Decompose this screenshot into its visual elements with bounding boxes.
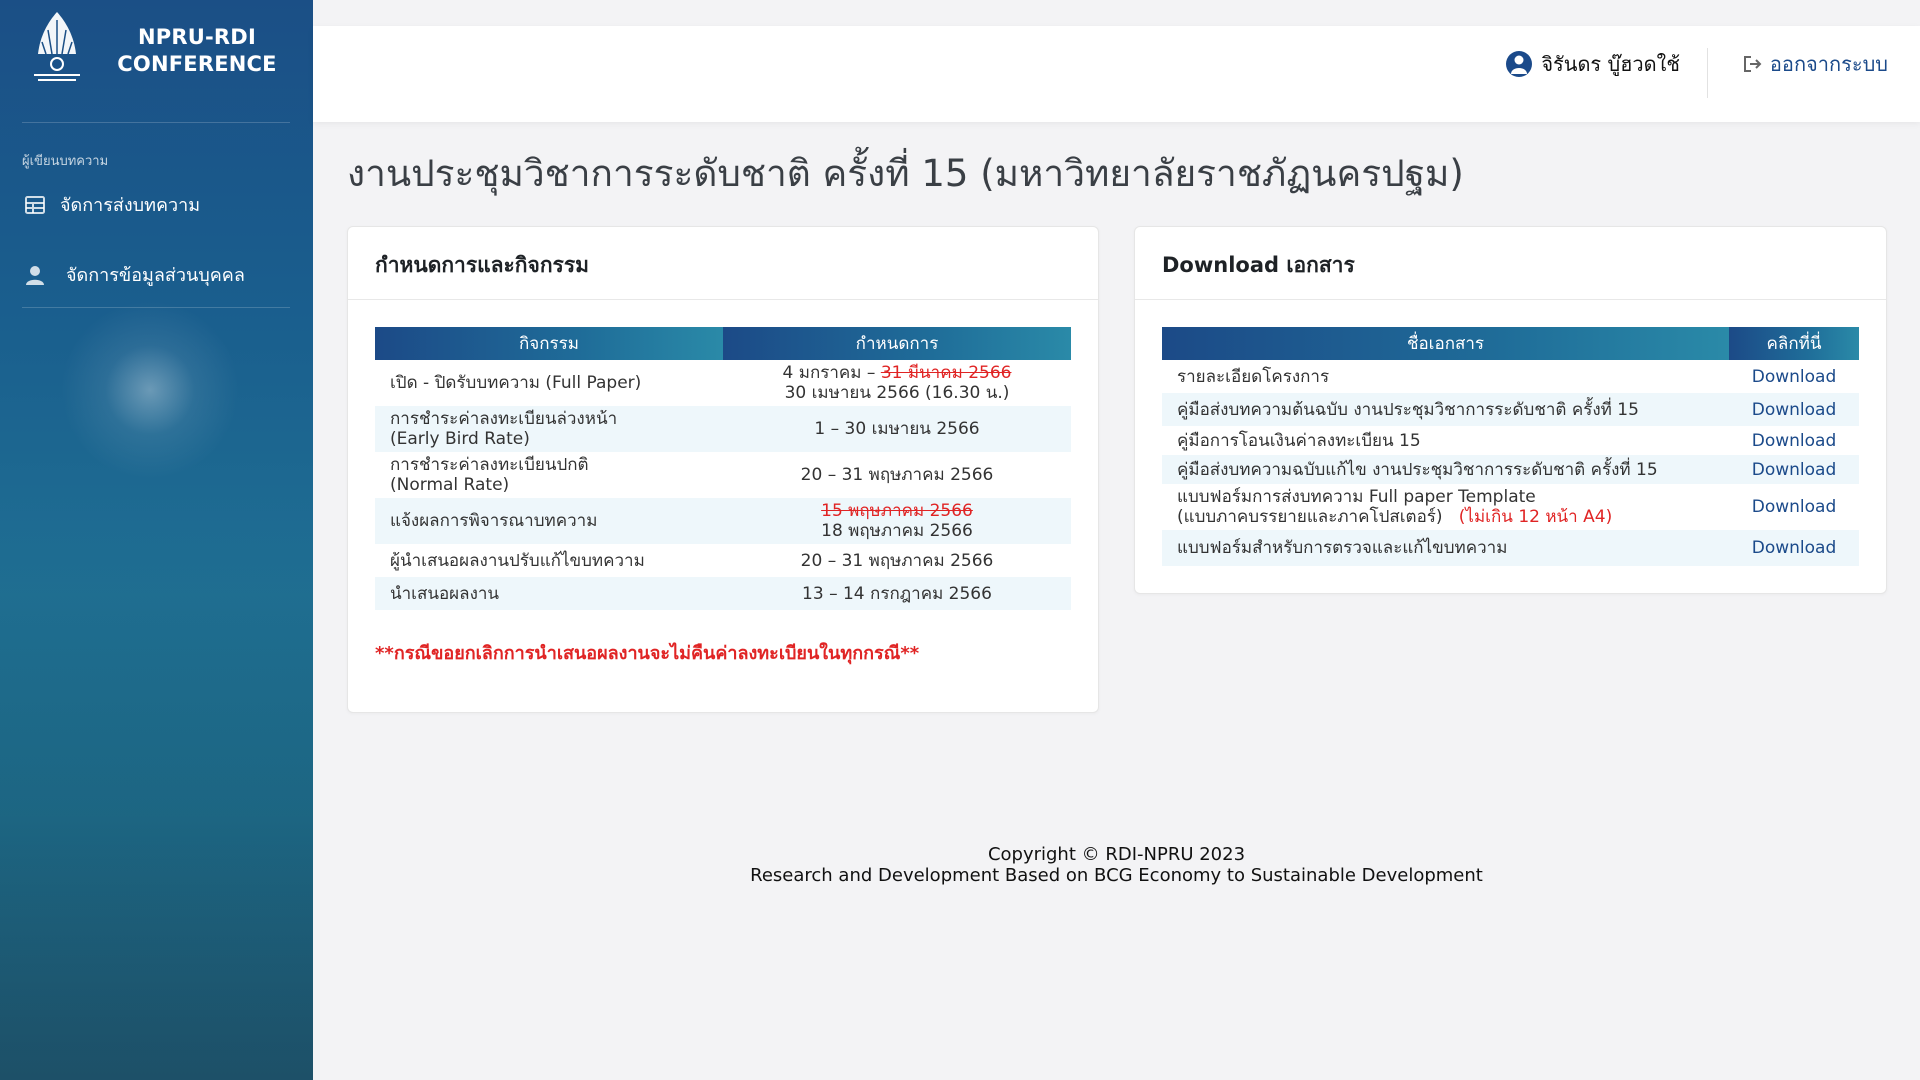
refund-note: **กรณีขอยกเลิกการนำเสนอผลงานจะไม่คืนค่าลงทะเบียนในทุกกรณี** bbox=[375, 643, 920, 664]
document-name-cell: คู่มือการโอนเงินค่าลงทะเบียน 15 bbox=[1177, 430, 1421, 451]
activity-cell: การชำระค่าลงทะเบียนล่วงหน้า (Early Bird Rate) bbox=[375, 406, 723, 452]
download-link[interactable]: Download bbox=[1751, 366, 1837, 387]
table-row bbox=[375, 577, 1071, 610]
table-row bbox=[375, 360, 1071, 406]
schedule-header-date: กำหนดการ bbox=[723, 327, 1071, 360]
sidebar-item-personal-info[interactable] bbox=[24, 260, 245, 289]
footer-tagline: Research and Development Based on BCG Economy to Sustainable Development bbox=[750, 865, 1483, 886]
user-profile[interactable] bbox=[1505, 48, 1680, 80]
sidebar-divider bbox=[22, 122, 290, 123]
document-name-cell: รายละเอียดโครงการ bbox=[1177, 366, 1330, 387]
table-row bbox=[1162, 530, 1859, 566]
sidebar-section-label: ผู้เขียนบทความ bbox=[22, 154, 109, 169]
downloads-card bbox=[1134, 226, 1887, 594]
activity-cell: การชำระค่าลงทะเบียนปกติ (Normal Rate) bbox=[390, 455, 589, 495]
document-name-cell: คู่มือส่งบทความฉบับแก้ไข งานประชุมวิชาการระดับชาติ ครั้งที่ 15 bbox=[1162, 455, 1729, 484]
schedule-card-title: กำหนดการและกิจกรรม bbox=[348, 227, 1098, 300]
footer bbox=[313, 844, 1920, 886]
sidebar-divider bbox=[22, 307, 290, 308]
table-row bbox=[1162, 393, 1859, 426]
sidebar bbox=[0, 0, 313, 1080]
page-title: งานประชุมวิชาการระดับชาติ ครั้งที่ 15 (มหาวิทยาลัยราชภัฏนครปฐม) bbox=[347, 152, 1464, 195]
download-link[interactable]: Download bbox=[1729, 393, 1859, 426]
date-cell: 20 – 31 พฤษภาคม 2566 bbox=[800, 550, 994, 571]
activity-cell: แจ้งผลการพิจารณาบทความ bbox=[375, 498, 723, 544]
table-icon bbox=[24, 195, 46, 215]
document-name-cell: แบบฟอร์มการส่งบทความ Full paper Template (แบบภาคบรรยายและภาคโปสเตอร์) (ไม่เกิน 12 หน้า A4) bbox=[1177, 487, 1613, 527]
downloads-table bbox=[1162, 327, 1859, 566]
downloads-card-title: Download เอกสาร bbox=[1135, 227, 1886, 300]
header-divider bbox=[1707, 48, 1708, 98]
brand-title: NPRU-RDI CONFERENCE bbox=[117, 25, 277, 76]
download-link[interactable]: Download bbox=[1729, 530, 1859, 566]
table-row bbox=[1162, 484, 1859, 530]
activity-cell: ผู้นำเสนอผลงานปรับแก้ไขบทความ bbox=[390, 550, 645, 571]
downloads-header-name: ชื่อเอกสาร bbox=[1162, 327, 1729, 360]
university-logo-icon bbox=[28, 8, 86, 88]
table-row bbox=[375, 452, 1071, 498]
table-row bbox=[375, 498, 1071, 544]
download-link[interactable]: Download bbox=[1751, 430, 1837, 451]
sidebar-item-label: จัดการส่งบทความ bbox=[60, 195, 201, 216]
date-cell: 4 มกราคม – 31 มีนาคม 2566 30 เมษายน 2566 (16.30 น.) bbox=[782, 363, 1012, 403]
schedule-header-activity: กิจกรรม bbox=[375, 327, 723, 360]
table-row bbox=[1162, 455, 1859, 484]
download-link[interactable]: Download bbox=[1751, 497, 1837, 517]
table-row bbox=[375, 544, 1071, 577]
user-name: จิรันดร บู๊ฮวดใช้ bbox=[1541, 52, 1680, 76]
table-row bbox=[375, 406, 1071, 452]
sidebar-item-label: จัดการข้อมูลส่วนบุคคล bbox=[66, 265, 245, 286]
user-avatar-icon bbox=[1505, 50, 1533, 78]
user-icon bbox=[24, 265, 46, 285]
date-cell: 15 พฤษภาคม 2566 18 พฤษภาคม 2566 bbox=[723, 498, 1071, 544]
schedule-table bbox=[375, 327, 1071, 610]
table-row bbox=[1162, 426, 1859, 455]
date-cell: 20 – 31 พฤษภาคม 2566 bbox=[800, 465, 994, 485]
copyright-text: Copyright © RDI-NPRU 2023 bbox=[987, 844, 1246, 865]
top-header bbox=[313, 26, 1920, 122]
table-row bbox=[1162, 360, 1859, 393]
activity-cell: เปิด - ปิดรับบทความ (Full Paper) bbox=[390, 373, 642, 393]
date-cell: 13 – 14 กรกฎาคม 2566 bbox=[723, 577, 1071, 610]
document-name-cell: แบบฟอร์มสำหรับการตรวจและแก้ไขบทความ bbox=[1162, 530, 1729, 566]
logout-button[interactable] bbox=[1742, 48, 1888, 80]
sidebar-item-manage-papers[interactable] bbox=[24, 190, 200, 219]
logout-label: ออกจากระบบ bbox=[1769, 52, 1888, 76]
date-cell: 1 – 30 เมษายน 2566 bbox=[723, 406, 1071, 452]
download-link[interactable]: Download bbox=[1729, 455, 1859, 484]
activity-cell: นำเสนอผลงาน bbox=[375, 577, 723, 610]
sign-out-icon bbox=[1742, 54, 1764, 74]
schedule-card bbox=[347, 226, 1099, 713]
downloads-header-link: คลิกที่นี่ bbox=[1729, 327, 1859, 360]
brand bbox=[28, 8, 277, 88]
document-name-cell: คู่มือส่งบทความต้นฉบับ งานประชุมวิชาการระดับชาติ ครั้งที่ 15 bbox=[1162, 393, 1729, 426]
